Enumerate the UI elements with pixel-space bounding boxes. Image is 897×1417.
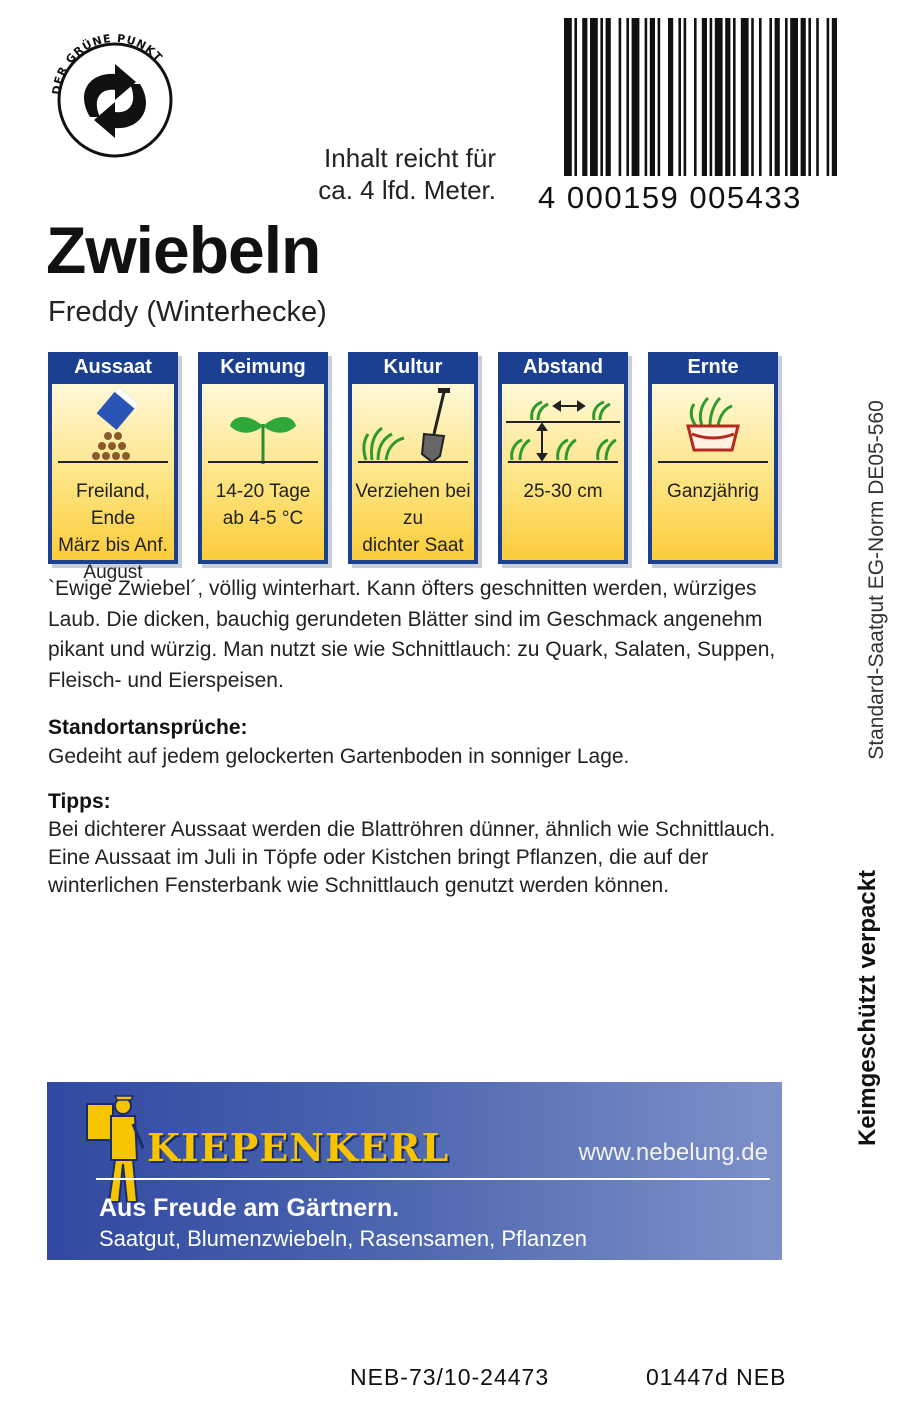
- spade-icon: [352, 384, 474, 464]
- barcode-bar: [715, 18, 723, 176]
- barcode-bar: [590, 18, 598, 176]
- barcode-bar: [606, 18, 611, 176]
- tile-text-line: 14-20 Tage: [215, 481, 311, 502]
- tile-text-line: Freiland, Ende: [76, 481, 150, 529]
- barcode-bar: [808, 18, 811, 176]
- seedling-icon: [202, 384, 324, 464]
- gruener-punkt-logo: [40, 22, 190, 172]
- tile-text-line: März bis Anf.: [58, 535, 168, 556]
- barcode-bar: [816, 18, 819, 176]
- website-link[interactable]: www.nebelung.de: [578, 1139, 768, 1166]
- barcode-bar: [574, 18, 577, 176]
- barcode: [540, 14, 850, 214]
- divider: [96, 1178, 770, 1180]
- barcode-bar: [650, 18, 655, 176]
- barcode-bar: [702, 18, 707, 176]
- barcode-bar: [645, 18, 648, 176]
- section-text-standort: Gedeiht auf jedem gelockerten Gartenboden in sonniger Lage.: [48, 745, 630, 768]
- section-text-tipps: Bei dichterer Aussaat werden die Blattröhren dünner, ähnlich wie Schnittlauch. Eine Aussaat im Juli in Töpfe oder Kistchen bringt Pflanzen, die auf der winterlichen Fensterbank wie Schnittlauch genutzt werden können.: [48, 818, 776, 897]
- product-title: Zwiebeln: [46, 213, 321, 287]
- article-code-right: 01447d NEB: [646, 1364, 787, 1390]
- section-heading-tipps: Tipps:: [48, 790, 111, 813]
- article-code-left: NEB-73/10-24473: [350, 1364, 550, 1390]
- tile-header: Keimung: [220, 356, 306, 378]
- tile-text-line: zu: [402, 508, 424, 529]
- barcode-bar: [582, 18, 587, 176]
- tile-text-line: Ganzjährig: [667, 481, 759, 502]
- barcode-bar: [759, 18, 762, 176]
- standard-seed-note: [860, 380, 894, 780]
- barcode-bar: [619, 18, 622, 176]
- barcode-bar: [801, 18, 806, 176]
- slogan: Aus Freude am Gärtnern.: [99, 1194, 400, 1222]
- barcode-bar: [790, 18, 798, 176]
- content-note-line-2: ca. 4 lfd. Meter.: [318, 175, 496, 205]
- tile-header: Abstand: [523, 356, 603, 378]
- description: `Ewige Zwiebel´, völlig winterhart. Kann öfters geschnitten werden, würziges Laub. Die dicken, bauchig gerundeten Blätter sind im Geschmack angenehm pikant und würzig. Man nutzt sie wie Schnittlauch: zu Quark, Salaten, Suppen, Fleisch- und Eierspeisen.: [48, 577, 776, 692]
- packed-note: [848, 852, 888, 1164]
- section-heading-standort: Standortansprüche:: [48, 716, 248, 739]
- product-variety: Freddy (Winterhecke): [48, 296, 327, 328]
- barcode-bar: [733, 18, 736, 176]
- barcode-bar: [725, 18, 730, 176]
- tile-header: Kultur: [383, 356, 443, 378]
- barcode-bar: [769, 18, 772, 176]
- barcode-bar: [632, 18, 640, 176]
- tile-text-line: 25-30 cm: [523, 481, 603, 502]
- brand-name: KIEPENKERL: [147, 1125, 450, 1170]
- tile-text-line: August: [83, 562, 143, 583]
- barcode-bar: [658, 18, 661, 176]
- tile-abstand: [498, 352, 628, 564]
- tile-ernte: [648, 352, 778, 564]
- tile-aussaat: [48, 352, 178, 583]
- barcode-bar: [678, 18, 681, 176]
- brand-banner: [47, 1082, 782, 1260]
- tile-text-line: Verziehen bei: [355, 481, 471, 502]
- packed-text: Keimgeschützt verpackt: [854, 869, 881, 1147]
- tile-keimung: [198, 352, 328, 564]
- barcode-bar: [564, 18, 572, 176]
- content-note: [296, 142, 496, 206]
- svg-text:DER GRÜNE PUNKT: DER GRÜNE PUNKT: [49, 31, 166, 96]
- barcode-bar: [626, 18, 629, 176]
- seed-packet-icon: [52, 384, 174, 464]
- barcode-bar: [751, 18, 754, 176]
- product-range: Saatgut, Blumenzwiebeln, Rasensamen, Pflanzen: [99, 1226, 587, 1251]
- barcode-bar: [827, 18, 830, 176]
- barcode-bar: [741, 18, 749, 176]
- tile-text-line: ab 4-5 °C: [222, 508, 304, 529]
- barcode-number: 4 000159 005433: [538, 180, 802, 215]
- tile-kultur: [348, 352, 478, 564]
- tile-header: Ernte: [687, 356, 739, 378]
- barcode-bar: [775, 18, 780, 176]
- barcode-bar: [684, 18, 687, 176]
- harvest-pot-icon: [652, 384, 774, 464]
- barcode-bar: [694, 18, 697, 176]
- standard-seed-text: Standard-Saatgut EG-Norm DE05-560: [865, 400, 888, 760]
- barcode-bar: [785, 18, 788, 176]
- tile-header: Aussaat: [74, 356, 152, 378]
- barcode-bar: [832, 18, 837, 176]
- spacing-icon: [502, 384, 624, 464]
- content-note-line-1: Inhalt reicht für: [324, 143, 496, 173]
- barcode-bar: [710, 18, 713, 176]
- tile-text-line: dichter Saat: [362, 535, 464, 556]
- barcode-bar: [600, 18, 603, 176]
- barcode-bar: [668, 18, 673, 176]
